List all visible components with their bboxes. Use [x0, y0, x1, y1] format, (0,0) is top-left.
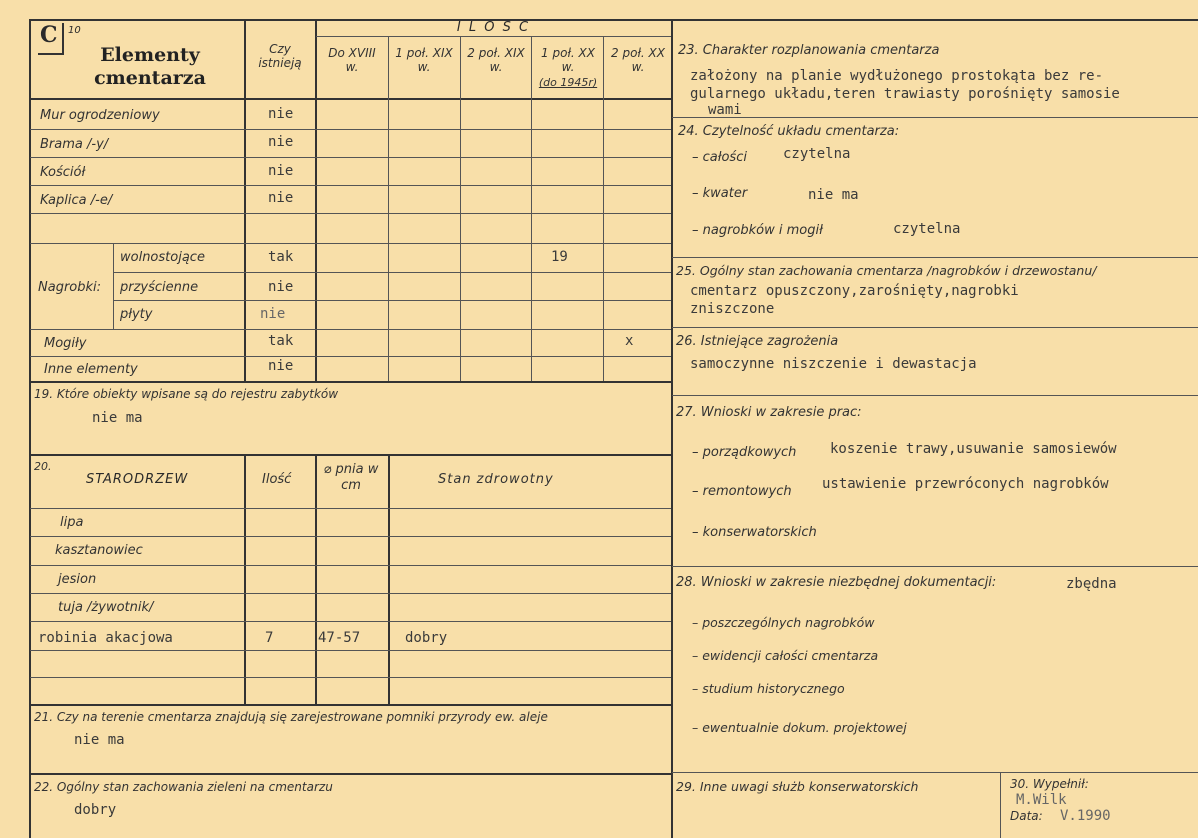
s24-calosci-value: czytelna — [783, 146, 851, 162]
title-line1: Elementy — [100, 44, 200, 66]
tree-row-line — [30, 593, 671, 594]
s22-label: 22. Ogólny stan zachowania zieleni na cmentarzu — [34, 780, 333, 794]
row-line — [114, 272, 671, 273]
s20-title: STARODRZEW — [86, 472, 189, 487]
row-line — [30, 129, 671, 130]
col-header-2p19: 2 poł. XIX w. — [467, 46, 525, 74]
czy-value-kaplica: nie — [268, 190, 294, 206]
s28-item-nagrobkow: – poszczególnych nagrobków — [692, 615, 875, 630]
row-line — [30, 157, 671, 158]
row-label-mogily: Mogiły — [44, 336, 87, 351]
s28-label: 28. Wnioski w zakresie niezbędnej dokumentacji: — [676, 575, 997, 590]
tree-tuja: tuja /żywotnik/ — [58, 600, 154, 615]
s29-s30-divider — [1000, 772, 1001, 838]
s27-porz-label: – porządkowych — [692, 445, 797, 460]
tree-robinia-ilosc: 7 — [265, 630, 274, 646]
tree-robinia-stan: dobry — [405, 630, 448, 646]
col-line-2p20 — [603, 37, 604, 382]
s30-data-label: Data: — [1010, 809, 1043, 823]
s25-line1: cmentarz opuszczony,zarośnięty,nagrobki — [690, 283, 1019, 299]
s24-kwater-label: – kwater — [692, 186, 748, 201]
s20-col-pnia: ⌀ pnia w cm — [323, 462, 379, 493]
tree-col-line — [315, 455, 317, 705]
section-line-21 — [29, 704, 672, 706]
s21-value: nie ma — [74, 732, 125, 748]
col-line-1p20 — [531, 37, 532, 382]
col-header-1p20-note: (do 1945r) — [538, 76, 598, 89]
s20-col-stan: Stan zdrowotny — [438, 472, 554, 487]
tree-row-line — [30, 677, 671, 678]
czy-value-mur: nie — [268, 106, 294, 122]
czy-value-wolnostojace: tak — [268, 249, 294, 265]
header-bottom-line — [29, 98, 672, 100]
s30-data-value: V.1990 — [1060, 808, 1111, 824]
row-label-inne: Inne elementy — [44, 362, 138, 377]
card-letter: C — [40, 22, 58, 48]
s27-porz-value: koszenie trawy,usuwanie samosiewów — [830, 441, 1117, 457]
s24-label: 24. Czytelność układu cmentarza: — [678, 124, 900, 139]
s27-label: 27. Wnioski w zakresie prac: — [676, 405, 862, 420]
s22-value: dobry — [74, 802, 117, 818]
tree-row-line — [30, 650, 671, 651]
s28-value: zbędna — [1066, 576, 1117, 592]
right-line-24 — [672, 257, 1198, 258]
right-line-23 — [672, 117, 1198, 118]
s27-kons-label: – konserwatorskich — [692, 525, 817, 540]
row-line — [30, 356, 671, 357]
ilosc-underline — [316, 36, 671, 37]
row-line — [30, 213, 671, 214]
s20-col-ilosc: Ilość — [262, 472, 292, 487]
s21-label: 21. Czy na terenie cmentarza znajdują się zarejestrowane pomniki przyrody ew. aleje — [34, 710, 548, 724]
nagrobki-label: Nagrobki: — [38, 280, 102, 295]
col-line-1p19 — [388, 37, 389, 382]
czy-value-inne: nie — [268, 358, 294, 374]
right-line-26 — [672, 395, 1198, 396]
row-line — [114, 300, 671, 301]
center-divider — [671, 19, 673, 838]
s26-value: samoczynne niszczenie i dewastacja — [690, 356, 977, 372]
tree-col-line — [244, 455, 246, 705]
s20-number: 20. — [34, 460, 52, 473]
s19-label: 19. Które obiekty wpisane są do rejestru zabytków — [34, 387, 339, 401]
s23-line1: założony na planie wydłużonego prostokąta bez re- — [690, 68, 1104, 84]
group-header-ilosc: I L O S C — [456, 20, 531, 35]
tree-row-line — [30, 508, 671, 509]
s24-kwater-value: nie ma — [808, 187, 859, 203]
col-header-czy: Czy istnieją — [258, 42, 302, 70]
tree-row-line — [30, 621, 671, 622]
tree-col-line — [388, 455, 390, 705]
s26-label: 26. Istniejące zagrożenia — [676, 334, 839, 349]
s23-line3: wami — [708, 102, 742, 118]
czy-value-plyty: nie — [260, 306, 286, 322]
czy-value-mogily: tak — [268, 333, 294, 349]
row-line — [30, 243, 671, 244]
s29-label: 29. Inne uwagi służb konserwatorskich — [676, 779, 919, 794]
right-line-28 — [672, 772, 1198, 773]
row-label-brama: Brama /-y/ — [40, 137, 109, 152]
col-header-1p20: 1 poł. XX w. — [541, 46, 595, 74]
s24-nagrobkow-label: – nagrobków i mogił — [692, 223, 823, 238]
nagrobki-sub-line — [113, 243, 114, 329]
count-wolnostojace: 19 — [551, 249, 568, 265]
col-line-elements — [244, 19, 246, 382]
tree-row-line — [30, 536, 671, 537]
row-line — [30, 185, 671, 186]
tree-robinia-pnia: 47-57 — [318, 630, 361, 646]
s28-item-studium: – studium historycznego — [692, 681, 845, 696]
row-label-kosciol: Kościół — [40, 165, 86, 180]
col-line-2p19 — [460, 37, 461, 382]
s23-line2: gularnego układu,teren trawiasty porośnięty samosie — [690, 86, 1120, 102]
czy-value-przyscienne: nie — [268, 279, 294, 295]
s30-name: M.Wilk — [1016, 792, 1067, 808]
s28-item-ewidencji: – ewidencji całości cmentarza — [692, 648, 879, 663]
s25-line2: zniszczone — [690, 301, 775, 317]
czy-value-kosciol: nie — [268, 163, 294, 179]
czy-value-brama: nie — [268, 134, 294, 150]
s24-nagrobkow-value: czytelna — [893, 221, 961, 237]
row-label-mur: Mur ogrodzeniowy — [40, 108, 160, 123]
tree-lipa: lipa — [60, 515, 84, 530]
section-line-20 — [29, 454, 672, 456]
s23-label: 23. Charakter rozplanowania cmentarza — [678, 43, 940, 58]
col-header-2p20: 2 poł. XX w. — [611, 46, 665, 74]
s27-rem-value: ustawienie przewróconych nagrobków — [822, 476, 1109, 492]
title-line2: cmentarza — [94, 67, 206, 89]
left-border — [29, 19, 31, 838]
row-label-plyty: płyty — [120, 307, 153, 322]
right-line-27 — [672, 566, 1198, 567]
row-line — [30, 329, 671, 330]
s27-rem-label: – remontowych — [692, 484, 792, 499]
tree-kasztanowiec: kasztanowiec — [55, 543, 143, 558]
section-line-22 — [29, 773, 672, 775]
row-label-kaplica: Kaplica /-e/ — [40, 193, 113, 208]
tree-jesion: jesion — [58, 572, 97, 587]
s19-value: nie ma — [92, 410, 143, 426]
card-number: 10 — [68, 25, 81, 36]
right-line-25 — [672, 327, 1198, 328]
s24-calosci-label: – całości — [692, 150, 747, 165]
s28-item-projektowej: – ewentualnie dokum. projektowej — [692, 720, 907, 735]
s25-label: 25. Ogólny stan zachowania cmentarza /nagrobków i drzewostanu/ — [676, 263, 1097, 278]
row-label-przyscienne: przyścienne — [120, 280, 199, 295]
tree-row-line — [30, 565, 671, 566]
s30-label: 30. Wypełnił: — [1010, 777, 1089, 791]
row-label-wolnostojace: wolnostojące — [120, 250, 205, 265]
tree-robinia: robinia akacjowa — [38, 630, 173, 646]
col-header-1p19: 1 poł. XIX w. — [395, 46, 453, 74]
mark-mogily: x — [625, 333, 634, 349]
section-line-19 — [29, 381, 672, 383]
col-line-czy — [315, 19, 317, 382]
col-header-do18: Do XVIII w. — [328, 46, 376, 74]
